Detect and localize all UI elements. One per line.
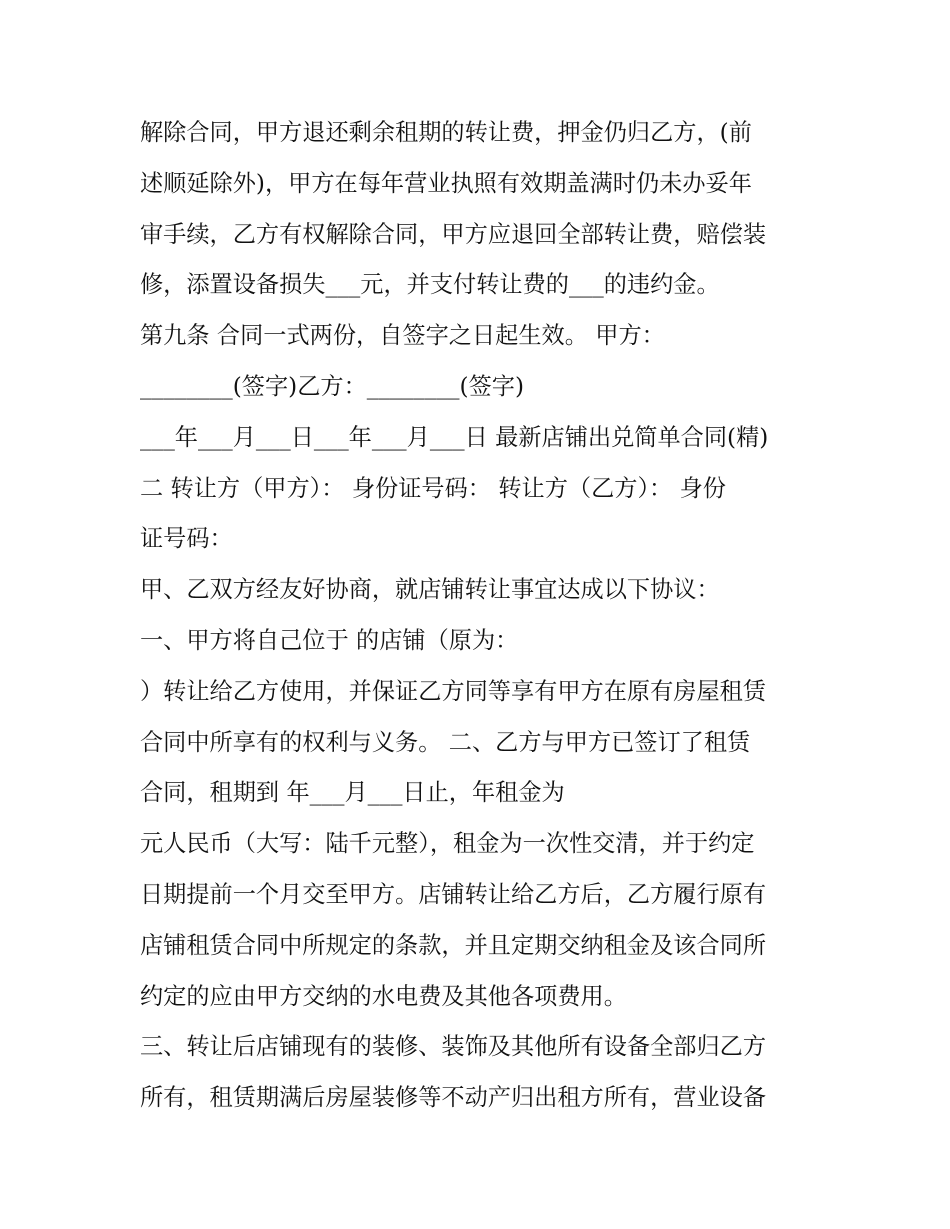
text-line: 店铺租赁合同中所规定的条款，并且定期交纳租金及该合同所 [140,931,767,959]
text-line: 第九条 合同一式两份，自签字之日起生效。 甲方： [140,322,665,350]
text-line: 日期提前一个月交至甲方。店铺转让给乙方后，乙方履行原有 [140,880,767,908]
text-line: 三、转让后店铺现有的装修、装饰及其他所有设备全部归乙方 [140,1033,767,1061]
text-line: 解除合同，甲方退还剩余租期的转让费，押金仍归乙方，(前 [140,119,752,146]
text-line: 甲、乙双方经友好协商，就店铺转让事宜达成以下协议： [140,576,720,604]
signature-line: ________(签字)乙方：________(签字) [140,372,524,400]
text-line: 修，添置设备损失___元，并支付转让费的___的违约金。 [140,271,720,299]
text-line: 合同，租期到 年___月___日止，年租金为 [140,779,565,807]
text-line: 述顺延除外)，甲方在每年营业执照有效期盖满时仍未办妥年 [140,169,752,197]
text-line: 所有，租赁期满后房屋装修等不动产归出租方所有，营业设备 [140,1084,767,1112]
text-line: 审手续，乙方有权解除合同，甲方应退回全部转让费，赔偿装 [140,220,767,248]
date-line: ___年___月___日___年___月___日 最新店铺出兑简单合同(精) [140,423,769,451]
text-line: 证号码： [140,525,233,553]
text-line: 合同中所享有的权利与义务。 二、乙方与甲方已签订了租赁 [140,728,751,756]
text-line: 二 转让方（甲方）： 身份证号码： 转让方（乙方）： 身份 [140,474,726,502]
text-line: ）转让给乙方使用，并保证乙方同等享有甲方在原有房屋租赁 [140,677,767,705]
text-line: 一、甲方将自己位于 的店铺（原为： [140,626,519,654]
contract-body-text [140,108,820,1124]
text-line: 元人民币（大写：陆千元整），租金为一次性交清，并于约定 [140,830,755,858]
text-line: 约定的应由甲方交纳的水电费及其他各项费用。 [140,982,627,1010]
